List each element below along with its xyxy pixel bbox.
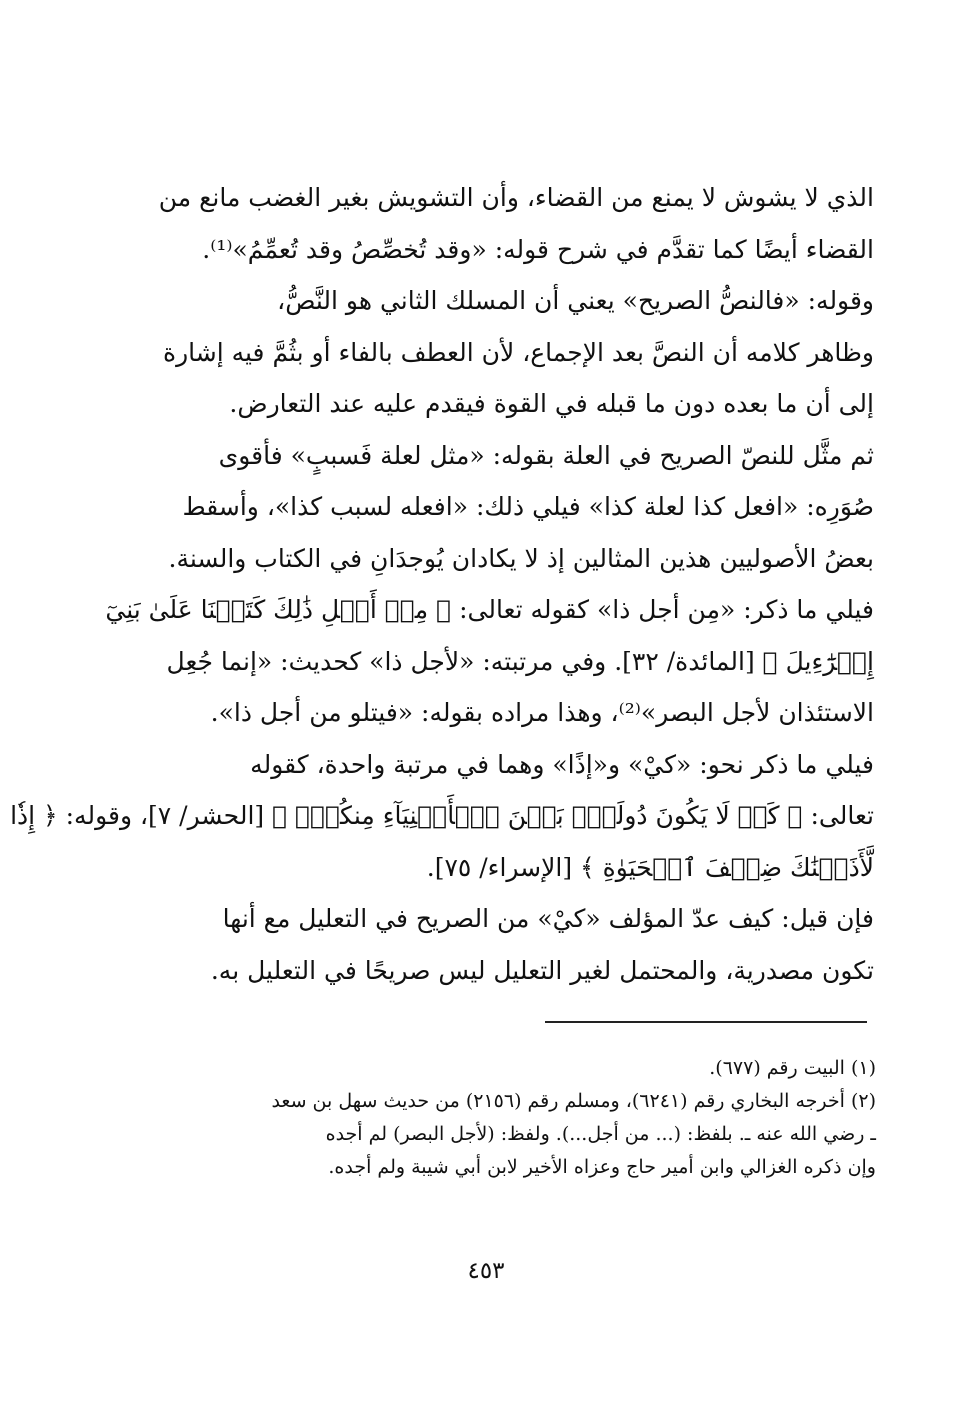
body-line: وقوله: «فالنصُّ الصريح» يعني أن المسلك الثاني هو النَّصُّ، [277, 286, 874, 315]
body-line: تكون مصدرية، والمحتمل لغير التعليل ليس صريحًا في التعليل به. [210, 955, 874, 985]
body-line: الاستئذان لأجل البصر»⁽²⁾، وهذا مراده بقوله: «فيتلو من أجل ذا». [210, 698, 874, 727]
body-line: القضاء أيضًا كما تقدَّم في شرح قوله: «وقد تُخصِّصُ وقد تُعمِّمُ»⁽¹⁾. [202, 234, 874, 264]
footnote-separator [545, 1021, 867, 1023]
footnote-line: (٢) أخرجه البخاري رقم (٦٢٤١)، ومسلم رقم (٢١٥٦) من حديث سهل بن سعد [271, 1090, 876, 1112]
body-line: لَّأَذَقۡنَٰكَ ضِعۡفَ ٱلۡحَيَوٰةِ ﴾ [الإسراء/ ٧٥]. [426, 852, 874, 882]
footnotes-block [100, 1052, 876, 1184]
body-line: صُوَرِه: «افعل كذا لعلة كذا» فيلي ذلك: «افعله لسبب كذا»، وأسقط [182, 492, 874, 521]
footnote-line: ـ رضي الله عنه ـ. بلفظ: (... من أجل...). ولفظ: (لأجل البصر) لم أجده [325, 1123, 876, 1145]
body-line: فيلي ما ذكر: «مِن أجل ذا» كقوله تعالى: ﴿ مِنۡ أَجۡلِ ذَٰلِكَ كَتَبۡنَا عَلَىٰ بَنِيٓ [105, 595, 874, 624]
body-line: إلى أن ما بعده دون ما قبله في القوة فيقدم عليه عند التعارض. [229, 389, 874, 418]
body-line: بعضُ الأصوليين هذين المثالين إذ لا يكادان يُوجدَانِ في الكتاب والسنة. [168, 543, 874, 573]
body-line: إِسۡرَٰٓءِيلَ ﴾ [المائدة/ ٣٢]. وفي مرتبته: «لأجل ذا» كحديث: «إنما جُعِل [166, 646, 874, 676]
body-line: وظاهر كلامه أن النصَّ بعد الإجماع، لأن العطف بالفاء أو بثُمَّ فيه إشارة [162, 337, 874, 367]
main-text-block [10, 172, 874, 996]
footnote-line: وإن ذكره الغزالي وابن أمير حاج وعزاه الأخير لابن أبي شيبة ولم أجده. [328, 1156, 876, 1178]
body-line: فيلي ما ذكر نحو: «كيْ» و«إذًا» وهما في مرتبة واحدة، كقوله [250, 749, 874, 779]
body-line: الذي لا يشوش لا يمنع من القضاء، وأن التشويش بغير الغضب مانع من [158, 183, 874, 212]
body-line: ثم مثَّل للنصّ الصريح في العلة بقوله: «مثل لعلة فَسببٍ» فأقوى [218, 440, 874, 470]
body-line: تعالى: ﴿ كَيۡ لَا يَكُونَ دُولَةَۢ بَيۡنَ ٱلۡأَغۡنِيَآءِ مِنكُمۡۚ ﴾ [الحشر/ ٧]، وقوله: ﴿ إِذٗا [10, 801, 874, 830]
body-line: فإن قيل: كيف عدّ المؤلف «كيْ» من الصريح في التعليل مع أنها [222, 904, 874, 933]
footnote-line: (١) البيت رقم (٦٧٧). [709, 1057, 876, 1079]
page-number: ٤٥٣ [467, 1258, 505, 1284]
